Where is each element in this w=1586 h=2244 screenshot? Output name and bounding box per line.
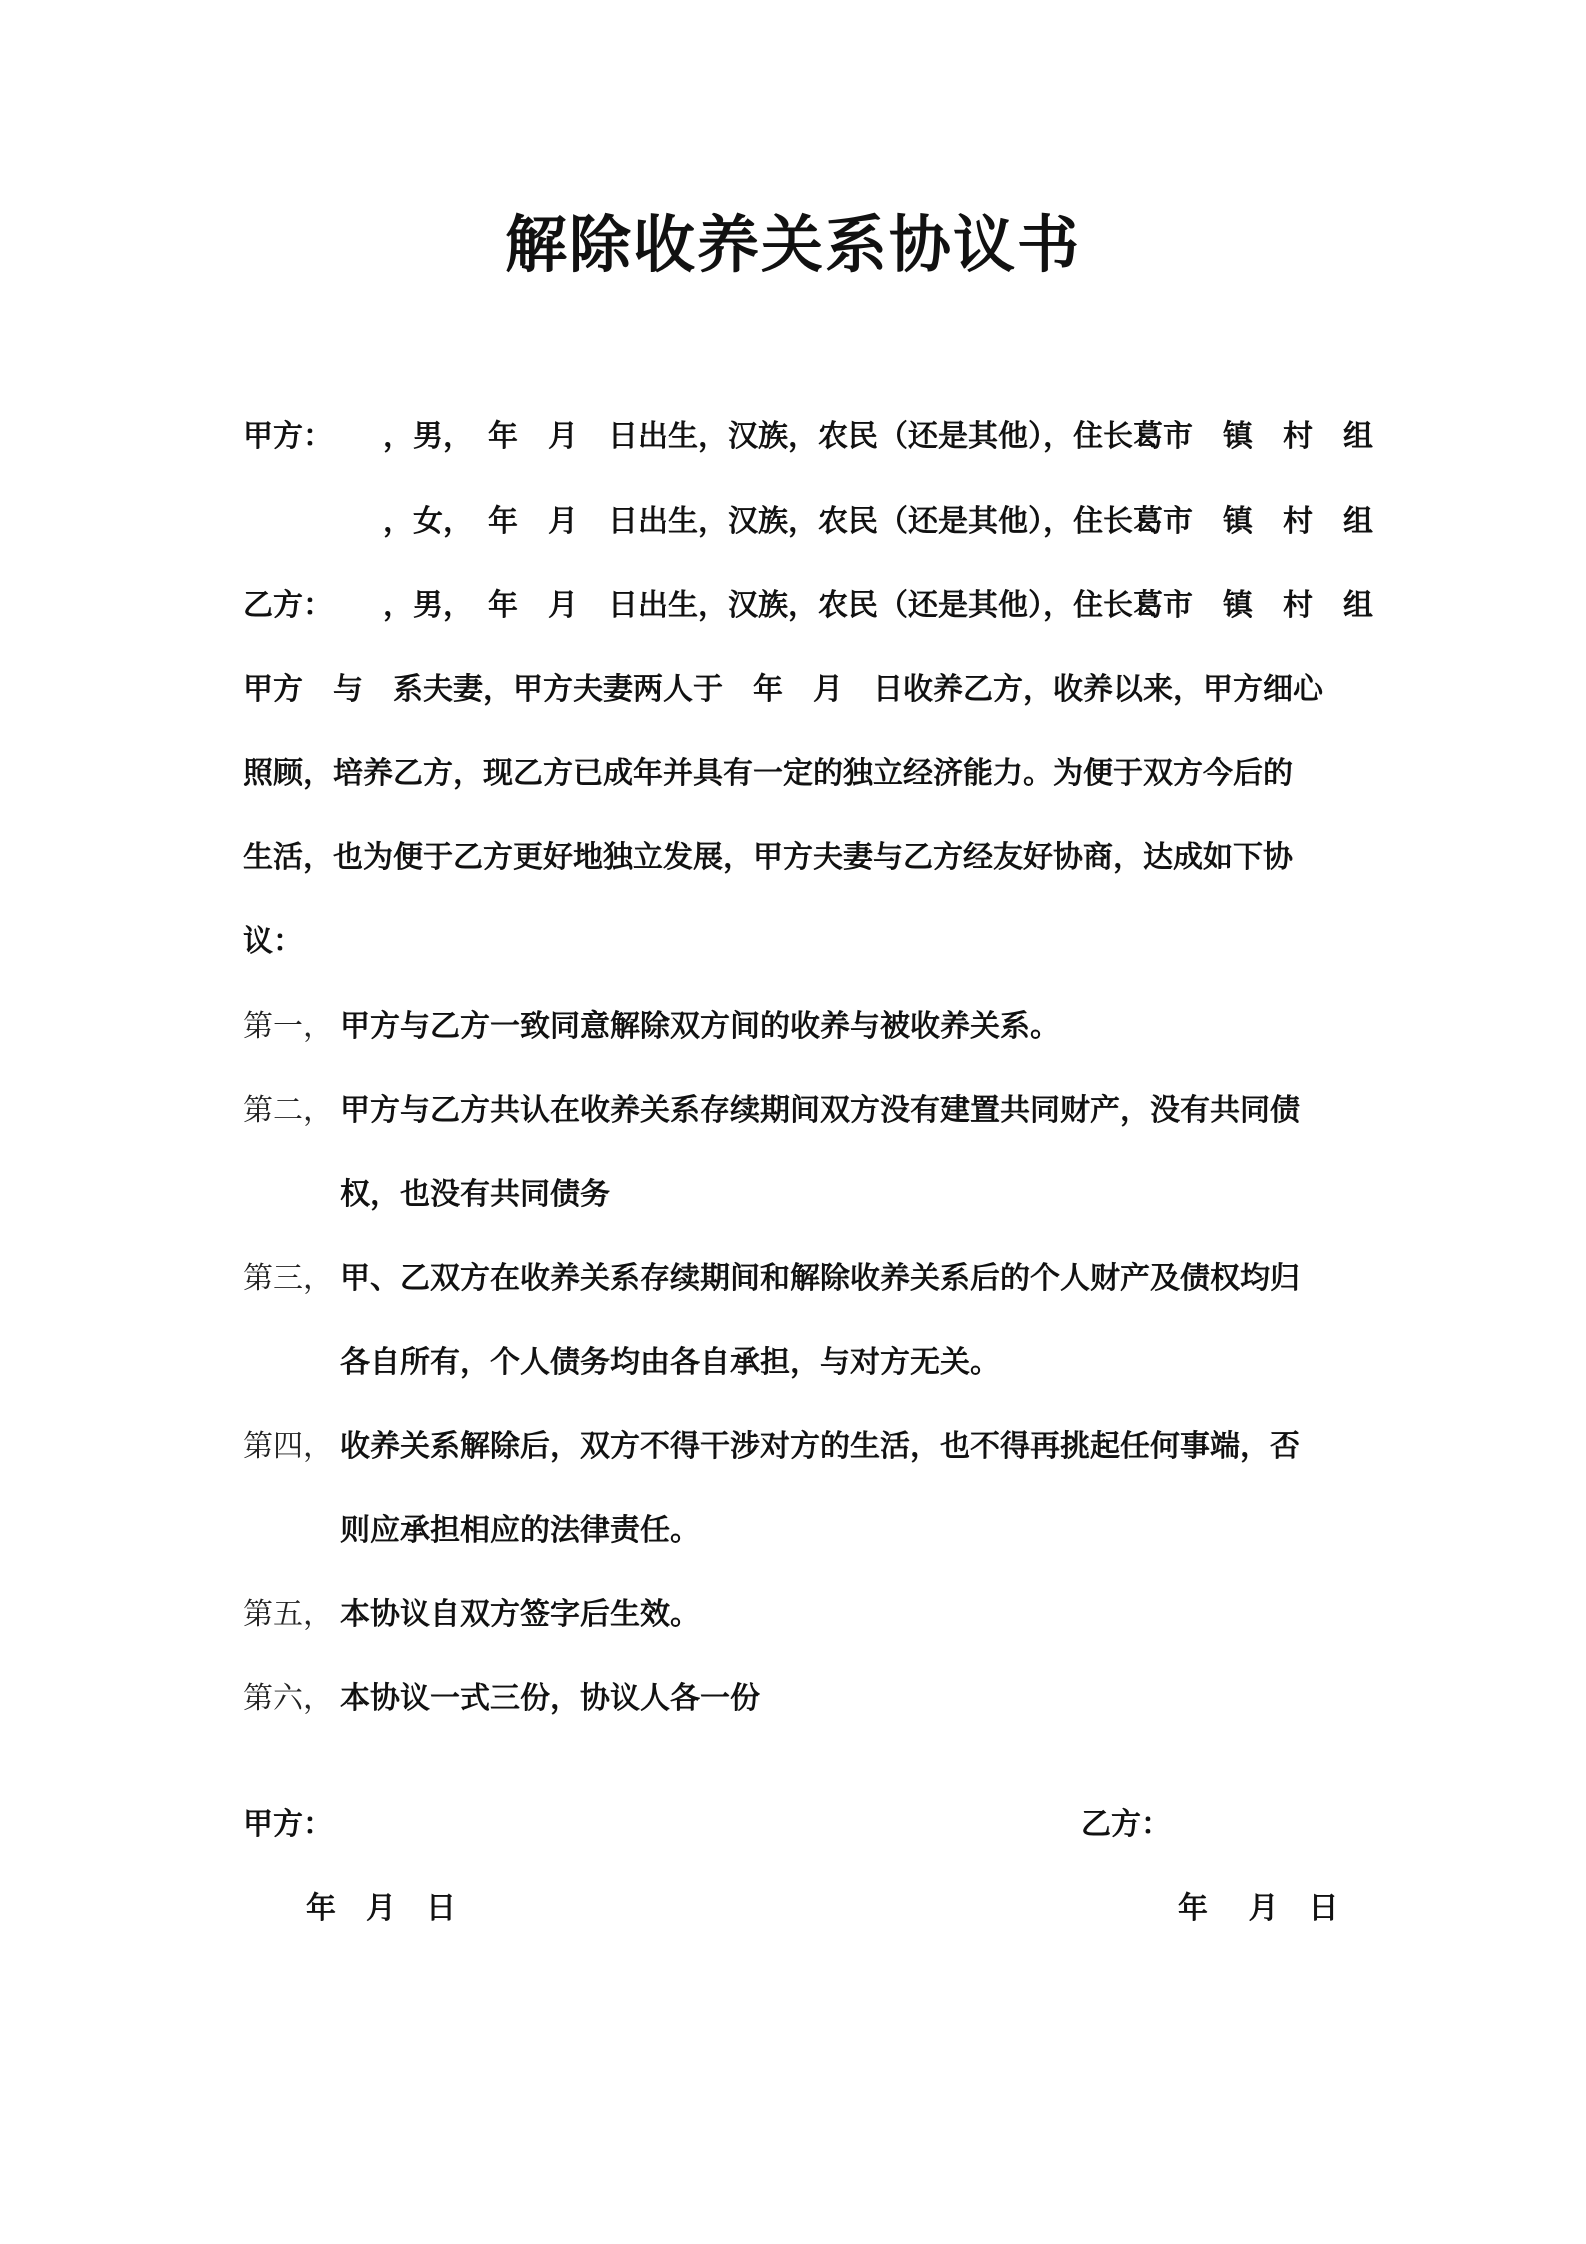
party-a-label: 甲方： [243,419,333,454]
article-text: 收养关系解除后，双方不得干涉对方的生活，也不得再挑起任何事端，否 [340,1429,1300,1464]
article-text: 则应承担相应的法律责任。 [340,1513,700,1548]
article-text: 各自所有，个人债务均由各自承担，与对方无关。 [340,1345,1000,1380]
article-text: 权，也没有共同债务 [340,1177,610,1212]
article-text: 本协议自双方签字后生效。 [340,1597,700,1632]
article-text: 甲、乙双方在收养关系存续期间和解除收养关系后的个人财产及债权均归 [340,1261,1300,1296]
preamble-line: 甲方 与 系夫妻，甲方夫妻两人于 年 月 日收养乙方，收养以来，甲方细心 [243,672,1323,707]
signature-party-a-label: 甲方： [243,1807,333,1842]
document-title: 解除收养关系协议书 [504,208,1081,281]
signature-party-b-date: 年 月 日 [1178,1891,1339,1926]
article-number: 第六， [243,1681,333,1716]
article-number: 第二， [243,1093,333,1128]
signature-party-a-date: 年 月 日 [306,1891,456,1926]
article-number: 第三， [243,1261,333,1296]
party-a-husband-details: ，男， 年 月 日出生，汉族，农民（还是其他），住长葛市 镇 村 组 [383,419,1373,454]
party-b-details: ，男， 年 月 日出生，汉族，农民（还是其他），住长葛市 镇 村 组 [383,588,1373,623]
party-b-label: 乙方： [243,588,333,623]
article-number: 第四， [243,1429,333,1464]
preamble-line: 生活，也为便于乙方更好地独立发展，甲方夫妻与乙方经友好协商，达成如下协 [243,840,1293,875]
preamble-line: 照顾，培养乙方，现乙方已成年并具有一定的独立经济能力。为便于双方今后的 [243,756,1293,791]
article-text: 甲方与乙方共认在收养关系存续期间双方没有建置共同财产，没有共同债 [340,1093,1300,1128]
article-text: 本协议一式三份，协议人各一份 [340,1681,760,1716]
article-text: 甲方与乙方一致同意解除双方间的收养与被收养关系。 [340,1009,1060,1044]
preamble-line: 议： [243,924,303,959]
party-a-wife-details: ，女， 年 月 日出生，汉族，农民（还是其他），住长葛市 镇 村 组 [383,504,1373,539]
article-number: 第五， [243,1597,333,1632]
signature-party-b-label: 乙方： [1081,1807,1171,1842]
article-number: 第一， [243,1009,333,1044]
